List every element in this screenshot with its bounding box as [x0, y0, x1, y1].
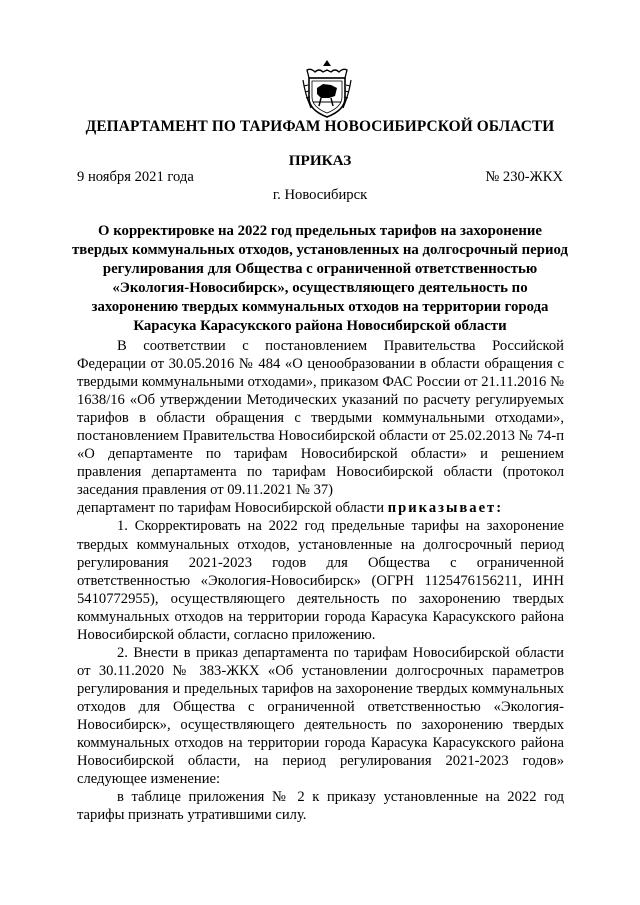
order-item-1: 1. Скорректировать на 2022 год предельные тарифы на захоронение твердых коммунальных отходов, установленные на долгосрочный период регулирования 2021-2023 годов для Общества с ограниченной ответственностью «Экология-Новосибирск» (ОГРН 1125476156211, ИНН 5410772955), осуществляющего деятельность по захоронению твердых коммунальных отходов на территории города Карасука Карасукского района Новосибирской области, согласно приложению. — [77, 518, 564, 643]
preamble-paragraph: В соответствии с постановлением Правительства Российской Федерации от 30.05.2016 № 484 «О ценообразовании в области обращения с твердыми коммунальными отходами», приказом ФАС России от 21.11.2016 № 1638/16 «Об утверждении Методических указаний по расчету регулируемых тарифов в области обращения с твердыми коммунальными отходами», постановлением Правительства Новосибирской области от 25.02.2013 № 74-п «О департаменте по тарифам Новосибирской области» и решением правления департамента по тарифам Новосибирской области (протокол заседания правления от 09.11.2021 № 37) — [77, 338, 564, 499]
order-intro-paragraph — [77, 499, 564, 517]
order-intro-text: департамент по тарифам Новосибирской области — [77, 500, 388, 517]
order-subject: О корректировке на 2022 год предельных тарифов на захоронение твердых коммунальных отходов, установленных на долгосрочный период регулирования для Общества с ограниченной ответственностью «Экология-Новосибирск», осуществляющего деятельность по захоронению твердых коммунальных отходов на территории города Карасука Карасукского района Новосибирской области — [72, 223, 568, 334]
document-type: ПРИКАЗ — [288, 152, 352, 169]
order-date: 9 ноября 2021 года — [77, 169, 194, 185]
coat-of-arms-icon — [301, 58, 353, 120]
department-name: ДЕПАРТАМЕНТ ПО ТАРИФАМ НОВОСИБИРСКОЙ ОБЛАСТИ — [85, 118, 555, 135]
order-number: № 230-ЖКХ — [485, 169, 563, 185]
order-item-2-sub: в таблице приложения № 2 к приказу установленные на 2022 год тарифы признать утратившими силу. — [77, 789, 564, 824]
order-city: г. Новосибирск — [272, 187, 368, 203]
order-keyword: приказывает: — [387, 500, 504, 517]
order-item-2: 2. Внести в приказ департамента по тарифам Новосибирской области от 30.11.2020 № 383-ЖКХ «Об установлении долгосрочных параметров регулирования и предельных тарифов на захоронение твердых коммунальных отходов для Общества с ограниченной ответственностью «Экология-Новосибирск», осуществляющего деятельность по захоронению твердых коммунальных отходов на территории города Карасука Карасукского района Новосибирской области, на период регулирования 2021-2023 годов» следующее изменение: — [77, 644, 564, 788]
order-body — [77, 337, 564, 824]
